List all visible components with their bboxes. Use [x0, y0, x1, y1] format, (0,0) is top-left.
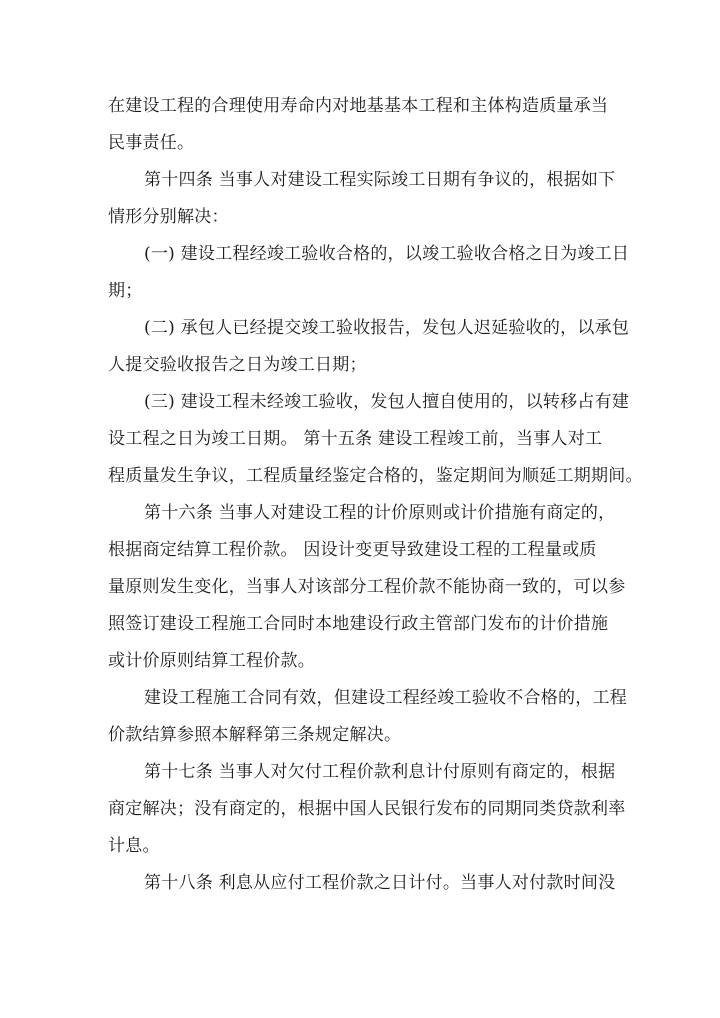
- text-line: 设工程之日为竣工日期。 第十五条 建设工程竣工前，当事人对工: [108, 429, 603, 449]
- text-line: 计息。: [108, 836, 160, 856]
- text-line: 照签订建设工程施工合同时本地建设行政主管部门发布的计价措施: [108, 614, 609, 634]
- text-line: 人提交验收报告之日为竣工日期；: [108, 355, 367, 375]
- text-line: 根据商定结算工程价款。 因设计变更导致建设工程的工程量或质: [108, 540, 597, 560]
- text-line: 民事责任。: [108, 133, 195, 153]
- list-item-2-line: (二) 承包人已经提交竣工验收报告，发包人迟延验收的，以承包: [144, 318, 630, 338]
- paragraph-first-line: 建设工程施工合同有效，但建设工程经竣工验收不合格的，工程: [144, 688, 627, 708]
- article-17-heading-line: 第十七条 当事人对欠付工程价款利息计付原则有商定的，根据: [144, 762, 616, 782]
- text-line: 商定解决；没有商定的，根据中国人民银行发布的同期同类贷款利率: [108, 799, 626, 819]
- list-item-1-line: (一) 建设工程经竣工验收合格的，以竣工验收合格之日为竣工日: [144, 244, 630, 264]
- document-body: [108, 88, 643, 902]
- text-line: 期；: [108, 281, 143, 301]
- text-line: 量原则发生变化，当事人对该部分工程价款不能协商一致的，可以参: [108, 577, 626, 597]
- text-line: 或计价原则结算工程价款。: [108, 651, 315, 671]
- text-line: 价款结算参照本解释第三条规定解决。: [108, 725, 402, 745]
- text-line: 在建设工程的合理使用寿命内对地基基本工程和主体构造质量承当: [108, 96, 609, 116]
- text-line: 情形分别解决：: [108, 207, 229, 227]
- list-item-3-line: (三) 建设工程未经竣工验收，发包人擅自使用的，以转移占有建: [144, 392, 630, 412]
- article-16-heading-line: 第十六条 当事人对建设工程的计价原则或计价措施有商定的，: [144, 503, 616, 523]
- article-18-heading-line: 第十八条 利息从应付工程价款之日计付。当事人对付款时间没: [144, 873, 616, 893]
- text-line: 程质量发生争议，工程质量经鉴定合格的，鉴定期间为顺延工期期间。: [108, 466, 643, 486]
- article-14-heading-line: 第十四条 当事人对建设工程实际竣工日期有争议的，根据如下: [144, 170, 616, 190]
